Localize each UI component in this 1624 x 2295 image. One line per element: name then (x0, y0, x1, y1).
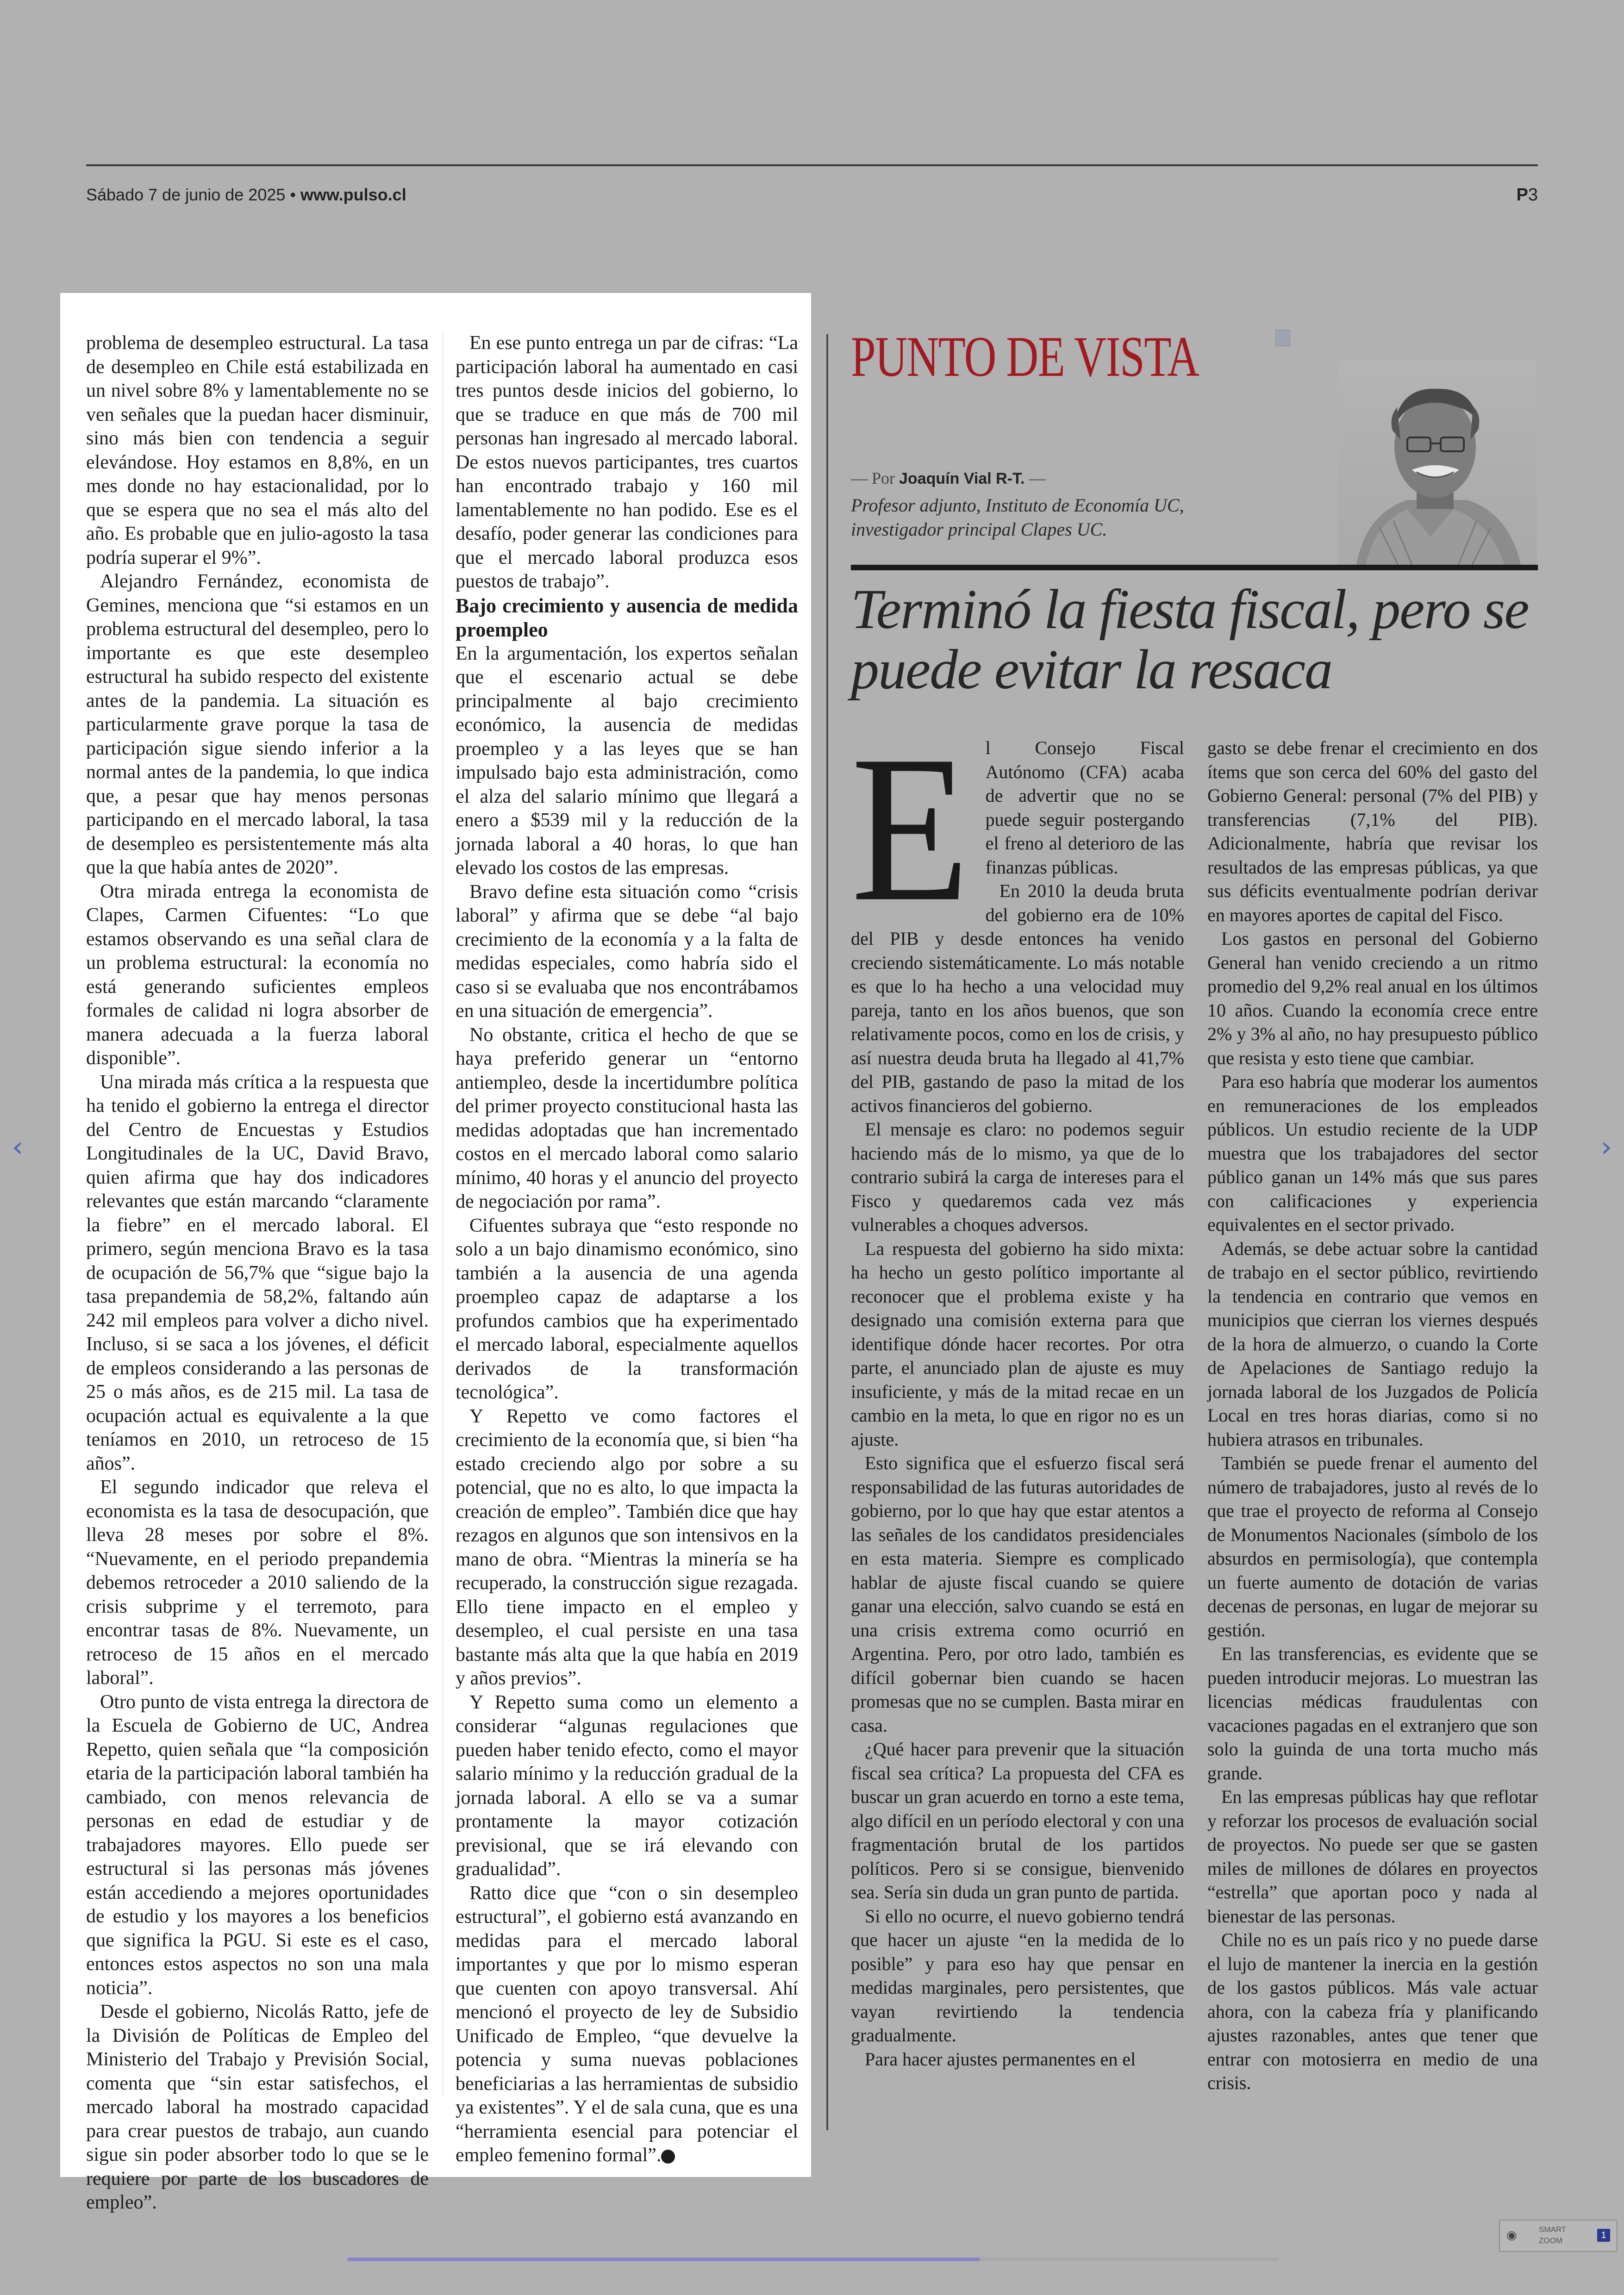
opinion-paragraph: En las transferencias, es evidente que se pueden introducir mejoras. Lo muestran las licencias médicas fraudulentas con vacaciones pagadas en el extranjero que son solo la guinda de una torta mucho más grande. (1207, 1643, 1538, 1784)
article-paragraph: En ese punto entrega un par de cifras: “La participación laboral ha aumentado en casi tres puntos desde inicios del gobierno, lo que se traduce en que más de 700 mil personas han ingresado al mercado laboral. De estos nuevos participantes, tres cuartos han encontrado trabajo y 160 mil lamentablemente no han podido. Ese es el desafío, poder generar las condiciones para que el mercado laboral produzca esos puestos de trabajo”. (456, 332, 798, 592)
article-paragraph: Y Repetto ve como factores el crecimiento de la economía que, si bien “ha estado creciendo algo por sobre a su potencial, que no es alto, lo que impacta la creación de empleo”. También dice que hay rezagos en algunos que son intensivos en la mano de obra. “Mientras la minería se ha recuperado, la construcción sigue rezagada. Ello tiene impacto en el empleo y desempleo, el cual persiste en una tasa bastante más alta que la que había en 2019 y años previos”. (456, 1405, 798, 1689)
article-paragraph-text: Ratto dice que “con o sin desempleo estructural”, el gobierno está avanzando en medidas para el mercado laboral importantes y que por lo mismo esperan que cuenten con apoyo transversal. Ahí mencionó el proyecto de ley de Subsidio Unificado de Empleo, “que devuelve la potencia y suma nuevas poblaciones beneficiarias a las herramientas de subsidio ya existentes”. Y el de sala cuna, que es una “herramienta esencial para potenciar el empleo femenino formal”. (456, 1882, 798, 2166)
date-text: Sábado 7 de junio de 2025 (86, 185, 286, 204)
opinion-paragraph: gasto se debe frenar el crecimiento en dos ítems que son cerca del 60% del gasto del Gobierno General: personal (7% del PIB) y transferencias (7,1% del PIB). Adicionalmente, habría que revisar los resultados de las empresas públicas, ya que sus déficits eventualmente podrían derivar en mayores aportes de capital del Fisco. (1207, 737, 1538, 925)
eye-icon: ◉ (1506, 2228, 1517, 2242)
smart-zoom-label-line: ZOOM (1539, 2236, 1562, 2245)
header-rule (86, 164, 1538, 166)
author-portrait-image (1338, 361, 1537, 565)
article-paragraph: Desde el gobierno, Nicolás Ratto, jefe de la División de Políticas de Empleo del Ministerio del Trabajo y Previsión Social, comenta que “sin estar satisfechos, el mercado laboral ha mostrado capacidad para crear puestos de trabajo, aun cuando sigue sin poder absorber todo lo que se le requiere por parte de los buscadores de empleo”. (86, 2001, 429, 2213)
opinion-paragraph: Chile no es un país rico y no puede darse el lujo de mantener la inercia en la gestión de los gastos públicos. Más vale actuar ahora, con la cabeza fría y planificando ajustes razonables, antes que tener que entrar con motosierra en medio de una crisis. (1207, 1929, 1538, 2093)
article-paragraph: Otro punto de vista entrega la directora de la Escuela de Gobierno de UC, Andrea Repetto, quien señala que “la composición etaria de la participación laboral también ha cambiado, con menos relevancia de personas en edad de estudiar y de trabajadores mayores. Ello puede ser estructural si las personas más jóvenes están accediendo a mejores oportunidades de estudio y los mayores a los beneficios que significa la PGU. Si este es el caso, entonces estos aspectos no son una mala noticia”. (86, 1691, 429, 1999)
headline-rule (851, 565, 1538, 570)
end-mark-icon: P (661, 2150, 675, 2164)
article-paragraph: Una mirada más crítica a la respuesta que ha tenido el gobierno la entrega el director del Centro de Encuestas y Estudios Longitudinales de la UC, David Bravo, quien afirma que hay dos indicadores relevantes que están marcando “claramente la fiebre” en el mercado laboral. El primero, según menciona Bravo es la tasa de ocupación de 56,7% que “sigue bajo la tasa prepandemia de 58,2%, faltando aún 242 mil empleos para volver a dicho nivel. Incluso, si se saca a los jóvenes, el déficit de empleos considerando a las personas de 25 o más años, es de 215 mil. La tasa de ocupación actual es equivalente a la que teníamos en 2010, un retroceso de 15 años”. (86, 1071, 429, 1474)
article-paragraph: problema de desempleo estructural. La tasa de desempleo en Chile está estabilizada en un nivel sobre 8% y lamentablemente no se ven señales que la puedan hacer disminuir, sino más bien con tendencia a seguir elevándose. Hoy estamos en 8,8%, en un mes donde no hay estacionalidad, por lo que se espera que no sea el más alto del año. Es probable que en julio-agosto la tasa podría superar el 9%”. (86, 332, 429, 568)
section-title: PUNTO DE VISTA (851, 325, 1199, 388)
author-name: Joaquín Vial R-T. (899, 470, 1025, 487)
article-paragraph: Otra mirada entrega la economista de Clapes, Carmen Cifuentes: “Lo que estamos observando es una señal clara de un problema estructural: la economía no está generando suficientes empleos formales de calidad ni logra absorber de manera adecuada a la fuerza laboral disponible”. (86, 880, 429, 1069)
opinion-paragraph: Para hacer ajustes permanentes en el (865, 2048, 1136, 2070)
author-role-line: investigador principal Clapes UC. (851, 519, 1107, 540)
opinion-paragraph: En las empresas públicas hay que reflotar y reforzar los procesos de evaluación social de proyectos. No puede ser que se gasten miles de millones de dólares en proyectos “estrella” que aportan poco y nada al bienestar de las personas. (1207, 1786, 1538, 1927)
opinion-paragraph: En 2010 la deuda bruta del gobierno era de 10% del PIB y desde entonces ha venido creciendo sistemáticamente. Lo más notable es que lo ha hecho a una velocidad muy pareja, tanto en los años buenos, que son relativamente pocos, como en los de crisis, y así nuestra deuda bruta ha llegado al 41,7% del PIB, gastando de paso la mitad de los activos financieros del gobierno. (851, 880, 1184, 1116)
byline-prefix: — Por (851, 469, 899, 487)
issue-date (86, 185, 406, 205)
date-separator: • (285, 185, 300, 204)
opinion-paragraph: El mensaje es claro: no podemos seguir haciendo más de lo mismo, ya que de lo contrario subirá la carga de intereses para el Fisco y quedaremos cada vez más vulnerables a choques adversos. (851, 1119, 1184, 1235)
opinion-vertical-rule (826, 334, 828, 2130)
author-role (851, 493, 1203, 542)
opinion-column-1 (851, 712, 1184, 2071)
opinion-paragraph: Esto significa que el esfuerzo fiscal será responsabilidad de las futuras autoridades de gobierno, por lo que hay que estar atentos a las señales de los candidatos presidenciales en esta materia. Siempre es complicado hablar de ajuste fiscal cuando se quiere ganar una elección, salvo cuando se está en una crisis extrema como ocurrió en Argentina. Pero, por otro lado, también es difícil gobernar bien cuando se hacen promesas que no se cumplen. Basta mirar en casa. (851, 1453, 1184, 1736)
opinion-paragraph: La respuesta del gobierno ha sido mixta: ha hecho un gesto político importante al reconocer que el problema existe y ha designado una comisión externa para que identifique dónde hacer recortes. Por otra parte, el anunciado plan de ajuste es muy insuficiente, y más de la mitad recae en un cambio en la meta, lo que en rigor no es un ajuste. (851, 1238, 1184, 1450)
opinion-paragraph: Si ello no ocurre, el nuevo gobierno tendrá que hacer un ajuste “en la medida de lo posible” y para eso hay que pensar en medidas marginales, pero persistentes, que vayan revirtiendo la tendencia gradualmente. (851, 1905, 1184, 2046)
article-subhead: Bajo crecimiento y ausencia de medida proempleo (456, 594, 798, 641)
drop-cap: E (851, 712, 970, 945)
previous-page-button[interactable] (4, 1133, 31, 1161)
article-paragraph: Alejandro Fernández, economista de Gemines, menciona que “si estamos en un problema estructural del desempleo, pero lo importante es que este desempleo estructural ha subido respecto del existente antes de la pandemia. La situación es particularmente grave porque la tasa de participación sigue siendo inferior a la normal antes de la pandemia, lo que indica que, a pesar que hay menos personas participando en el mercado laboral, la tasa de desempleo es persistentemente más alta que la que había antes de 2020”. (86, 571, 429, 878)
byline-suffix: — (1024, 469, 1046, 487)
next-page-button[interactable] (1593, 1133, 1620, 1161)
article-paragraph: En la argumentación, los expertos señalan que el escenario actual se debe principalmente al bajo crecimiento económico, la ausencia de medidas proempleo y a las leyes que se han impulsado bajo esta administración, como el alza del salario mínimo que llegará a enero a $539 mil y la reducción de la jornada laboral a 40 horas, lo que han elevado los costos de las empresas. (456, 642, 798, 879)
byline (851, 468, 1045, 488)
page-number (1517, 185, 1538, 205)
site-url: www.pulso.cl (300, 185, 406, 204)
smart-zoom-button[interactable] (1499, 2220, 1618, 2252)
article-paragraph: El segundo indicador que releva el economista es la tasa de desocupación, que lleva 28 meses por sobre el 8%. “Nuevamente, en el periodo prepandemia debemos retroceder a 2010 saliendo de la crisis subprime y el terremoto, para encontrar tasas de 8%. Nuevamente, un retroceso de 15 años en el mercado laboral”. (86, 1477, 429, 1689)
author-role-line: Profesor adjunto, Instituto de Economía UC, (851, 495, 1184, 516)
article-paragraph: Y Repetto suma como un elemento a considerar “algunas regulaciones que pueden haber tenido efecto, como el mayor salario mínimo y la reducción gradual de la jornada laboral. A ello se va a sumar prontamente la mayor cotización previsional, que se irá elevando con gradualidad”. (456, 1691, 798, 1880)
chevron-left-icon: ‹ (12, 1131, 23, 1163)
article-paragraph: Cifuentes subraya que “esto responde no solo a un bajo dinamismo económico, sino también a la ausencia de una agenda proempleo capaz de adaptarse a los profundos cambios que ha experimentado el mercado laboral, especialmente aquellos derivados de la transformación tecnológica”. (456, 1215, 798, 1403)
chevron-right-icon: › (1601, 1131, 1612, 1163)
article-paragraph (456, 1882, 798, 2168)
reading-progress-bar[interactable] (347, 2258, 1278, 2261)
smart-zoom-label (1539, 2224, 1566, 2246)
opinion-paragraph: Además, se debe actuar sobre la cantidad de trabajo en el sector público, revirtiendo la tendencia en contrario que vemos en municipios que cierran los viernes después de la hora de almuerzo, o cuando la Corte de Apelaciones de Santiago redujo la jornada laboral de los Juzgados de Policía Local en tres horas diarias, como si no hubiera atrasos en tribunales. (1207, 1238, 1538, 1450)
article-paragraph: No obstante, critica el hecho de que se haya preferido generar un “entorno antiempleo, desde la incertidumbre política del primer proyecto constitucional hasta las medidas adoptadas que han incrementado costos en el mercado laboral como salario mínimo, 40 horas y el anuncio del proyecto de negociación por rama”. (456, 1024, 798, 1212)
opinion-paragraph: l Consejo Fiscal Autónomo (CFA) acaba de advertir que no se puede seguir postergando el freno al deterioro de las finanzas públicas. (985, 737, 1184, 878)
annotation-marker-icon[interactable] (1275, 330, 1290, 346)
left-article-column-2 (456, 331, 798, 2168)
article-paragraph: Bravo define esta situación como “crisis laboral” y afirma que se debe “al bajo crecimiento de la economía y a la falta de medidas especiales, como habría sido el caso si se evaluaba que nos encontrábamos en una situación de emergencia”. (456, 881, 798, 1022)
page-prefix: P (1516, 185, 1528, 205)
smart-zoom-label-line: SMART (1539, 2225, 1567, 2234)
opinion-paragraph: Para eso habría que moderar los aumentos en remuneraciones de los empleados públicos. Un estudio reciente de la UDP muestra que los trabajadores del sector público ganan un 14% más que sus pares con calificaciones y experiencia equivalentes en el sector privado. (1207, 1071, 1538, 1235)
opinion-column-2 (1207, 736, 1538, 2095)
author-photo (1338, 361, 1537, 565)
opinion-paragraph: También se puede frenar el aumento del número de trabajadores, justo al revés de lo que trae el proyecto de reforma al Consejo de Monumentos Nacionales (símbolo de los absurdos en permisología), que contempla un fuerte aumento de dotación de varias decenas de personas, en lugar de mejorar su gestión. (1207, 1453, 1538, 1640)
reading-progress-fill (347, 2258, 980, 2261)
smart-zoom-count-badge: 1 (1597, 2229, 1610, 2242)
opinion-paragraph: Los gastos en personal del Gobierno General han venido creciendo a un ritmo promedio del 9,2% real anual en los últimos 10 años. Cuando la economía crece entre 2% y 3% al año, no hay presupuesto público que resista y esto tiene que cambiar. (1207, 928, 1538, 1068)
opinion-headline: Terminó la fiesta fiscal, pero se puede evitar la resaca (851, 578, 1529, 701)
opinion-paragraph: ¿Qué hacer para prevenir que la situación fiscal sea crítica? La propuesta del CFA es buscar un gran acuerdo en torno a este tema, algo difícil en un período electoral y con una fragmentación brutal de los partidos políticos. Pero si se consigue, bienvenido sea. Sería sin duda un gran punto de partida. (851, 1739, 1184, 1902)
page-number-value: 3 (1528, 185, 1538, 205)
left-article-column-1 (86, 331, 429, 2215)
